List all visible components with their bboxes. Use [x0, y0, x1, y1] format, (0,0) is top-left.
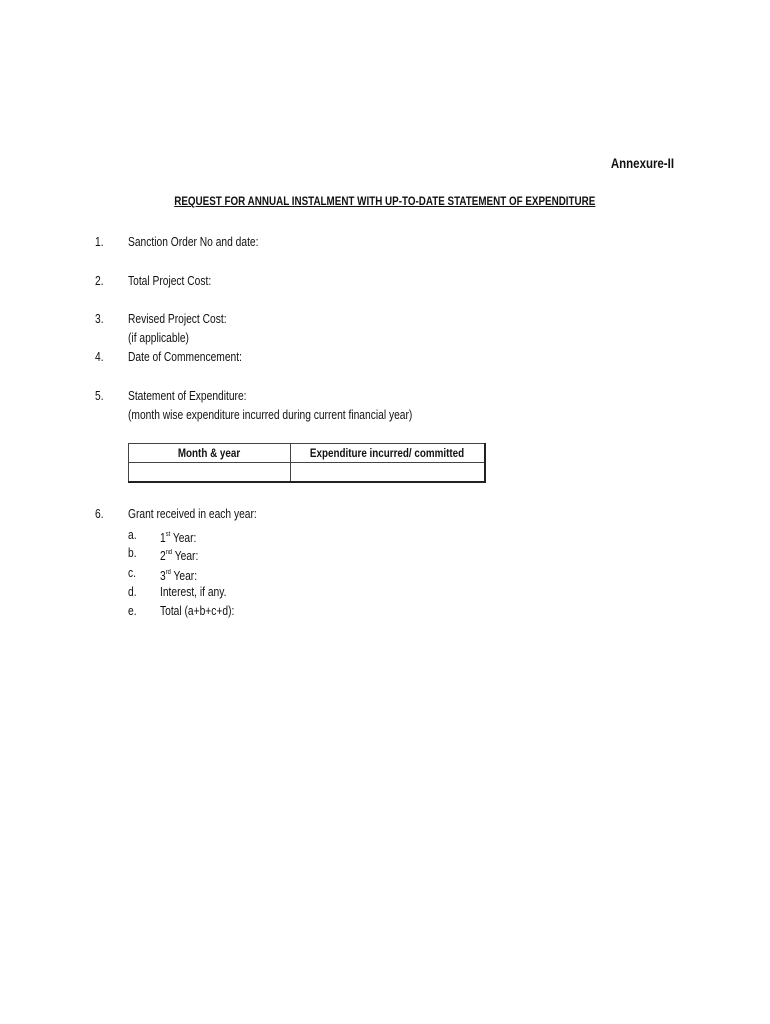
- sub-item-letter: c.: [128, 566, 136, 580]
- sub-item-first-year: 1st Year:: [160, 531, 197, 545]
- sub-item-second-year: 2nd Year:: [160, 549, 199, 563]
- column-header-expenditure: Expenditure incurred/ committed: [291, 444, 486, 463]
- sub-item-total: Total (a+b+c+d):: [160, 604, 235, 618]
- sub-item-letter: b.: [128, 546, 137, 560]
- item-number: 5.: [95, 389, 104, 403]
- item-note: (month wise expenditure incurred during current financial year): [128, 408, 413, 422]
- sub-item-third-year: 3rd Year:: [160, 569, 198, 583]
- annexure-label: Annexure-II: [610, 155, 674, 171]
- sub-item-interest: Interest, if any.: [160, 585, 227, 599]
- column-header-month-year: Month & year: [129, 444, 291, 463]
- item-total-project-cost: Total Project Cost:: [128, 274, 212, 288]
- item-number: 1.: [95, 235, 104, 249]
- item-note: (if applicable): [128, 331, 189, 345]
- item-number: 3.: [95, 312, 104, 326]
- item-revised-project-cost: Revised Project Cost:: [128, 312, 227, 326]
- table-cell[interactable]: [129, 463, 291, 483]
- item-sanction-order: Sanction Order No and date:: [128, 235, 259, 249]
- expenditure-table: [128, 443, 486, 483]
- item-number: 4.: [95, 350, 104, 364]
- item-grant-received: Grant received in each year:: [128, 507, 257, 521]
- table-row: [129, 463, 486, 483]
- table-cell[interactable]: [291, 463, 486, 483]
- item-date-of-commencement: Date of Commencement:: [128, 350, 242, 364]
- item-statement-of-expenditure: Statement of Expenditure:: [128, 389, 247, 403]
- sub-item-letter: a.: [128, 528, 137, 542]
- item-number: 6.: [95, 507, 104, 521]
- table-header-row: [129, 444, 486, 463]
- sub-item-letter: d.: [128, 585, 137, 599]
- document-title: REQUEST FOR ANNUAL INSTALMENT WITH UP-TO-DATE STATEMENT OF EXPENDITURE: [174, 194, 596, 208]
- sub-item-letter: e.: [128, 604, 137, 618]
- item-number: 2.: [95, 274, 104, 288]
